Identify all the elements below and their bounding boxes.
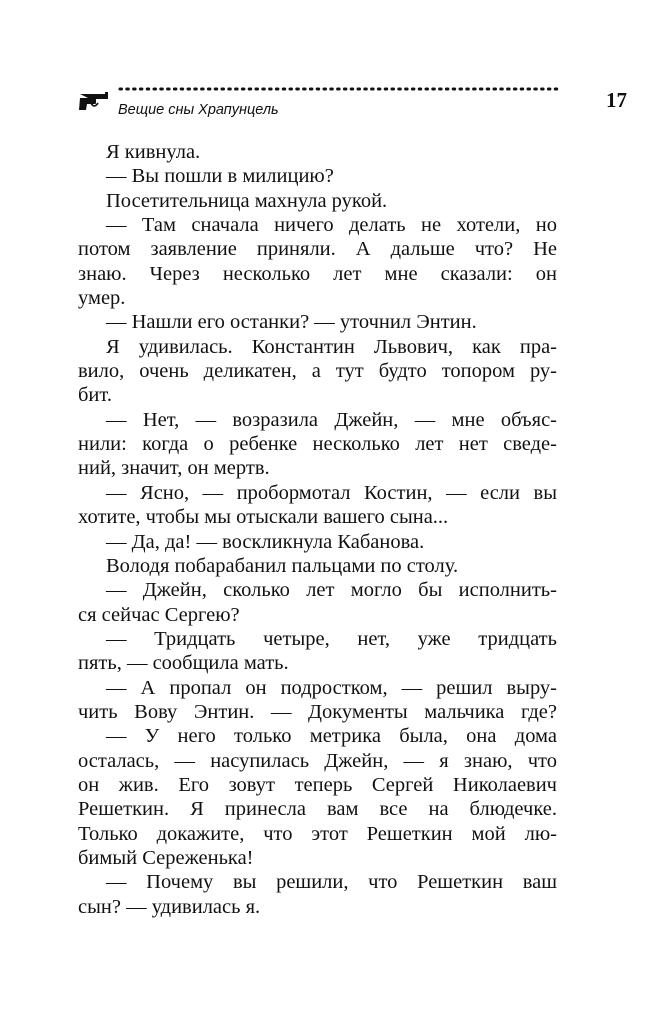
text-line: потом заявление приняли. А дальше что? Не — [78, 238, 557, 261]
text-line: он жив. Его зовут теперь Сергей Николаевич — [78, 773, 557, 796]
text-line: сын? — удивилась я. — [78, 895, 261, 918]
running-header — [78, 84, 627, 124]
text-line: Посетительница махнула рукой. — [106, 189, 388, 212]
text-line: хотите, чтобы мы отыскали вашего сына... — [78, 506, 449, 529]
text-line: — Нет, — возразила Джейн, — мне объяс- — [106, 408, 557, 431]
text-line: Я кивнула. — [106, 141, 201, 163]
body-text — [78, 140, 557, 919]
text-line: бимый Сереженька! — [78, 846, 254, 869]
text-line: пять, — сообщила мать. — [78, 652, 289, 675]
text-line: вило, очень деликатен, а тут будто топором ру- — [78, 360, 557, 383]
header-dotted-rule — [118, 86, 560, 92]
text-line: — А пропал он подростком, — решил выру- — [106, 676, 557, 699]
text-line: — Да, да! — воскликнула Кабанова. — [106, 530, 425, 553]
text-line: бит. — [78, 384, 112, 407]
text-line: — Там сначала ничего делать не хотели, но — [106, 214, 557, 237]
text-line: ся сейчас Сергею? — [78, 603, 240, 626]
revolver-icon — [78, 90, 114, 112]
text-line: Володя побарабанил пальцами по столу. — [106, 554, 459, 577]
page-number: 17 — [606, 88, 627, 112]
text-line: умер. — [78, 287, 126, 310]
text-line: ний, значит, он мертв. — [78, 457, 270, 480]
text-line: знаю. Через несколько лет мне сказали: он — [78, 262, 557, 285]
text-line: — Тридцать четыре, нет, уже тридцать — [106, 627, 557, 650]
text-line: Решеткин. Я принесла вам все на блюдечке. — [78, 798, 557, 821]
running-title: Вещие сны Храпунцель — [118, 102, 279, 118]
text-line: Я удивилась. Константин Львович, как пра- — [106, 335, 557, 358]
text-line: нили: когда о ребенке несколько лет нет сведе- — [78, 433, 557, 456]
text-line: — Джейн, сколько лет могло бы исполнить- — [106, 579, 557, 602]
text-line: — Вы пошли в милицию? — [106, 165, 334, 188]
text-line: — Почему вы решили, что Решеткин ваш — [106, 871, 557, 894]
text-line: осталась, — насупилась Джейн, — я знаю, что — [78, 749, 557, 772]
text-line: — Нашли его останки? — уточнил Энтин. — [106, 311, 477, 334]
text-line: чить Вову Энтин. — Документы мальчика где? — [78, 700, 557, 723]
text-line: — Ясно, — пробормотал Костин, — если вы — [106, 481, 557, 504]
text-line: — У него только метрика была, она дома — [106, 725, 557, 748]
text-line: Только докажите, что этот Решеткин мой лю- — [78, 822, 557, 845]
